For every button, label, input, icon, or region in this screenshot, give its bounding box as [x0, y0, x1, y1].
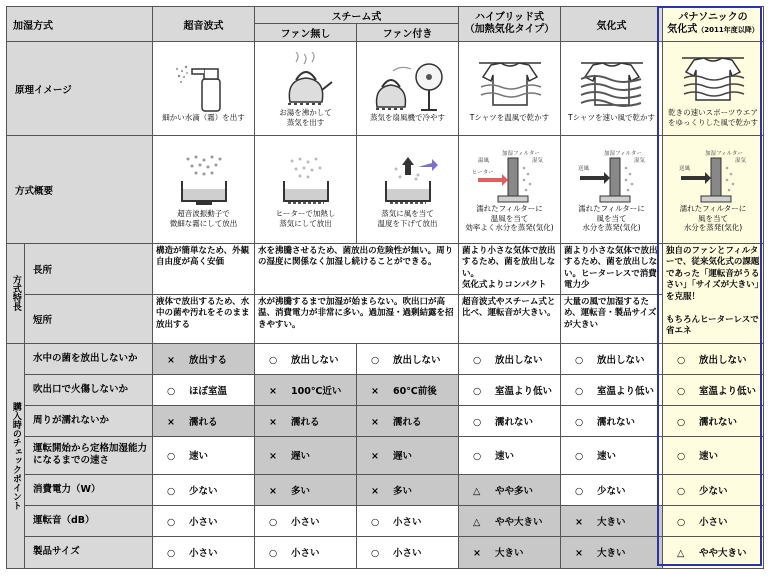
evaluation-text: 室温より低い: [699, 385, 757, 397]
evaluation-mark: ×: [371, 485, 379, 497]
evaluation-text: 放出しない: [597, 354, 645, 366]
demerit-label: 短所: [25, 294, 153, 343]
checkpoint-row: [7, 405, 764, 436]
checkpoint-cell: [459, 536, 561, 568]
demerit-steam: 水が沸騰するまで加湿が始まらない。吹出口が高温、消費電力が非常に多い。過加湿・過剰結露を招きやすい。: [255, 294, 459, 343]
overview-caption-hybrid: 濡れたフィルターに 温風を当て 効率よく水分を蒸発(気化): [465, 204, 554, 233]
evaluation-text: 室温より低い: [597, 385, 655, 397]
evaluation-mark: ○: [167, 516, 176, 528]
evaluation-text: 少ない: [597, 485, 626, 497]
evaluation-text: やや多い: [495, 485, 534, 497]
evaluation-mark: ○: [269, 548, 278, 560]
checkpoint-label: 吹出口で火傷しないか: [25, 374, 153, 405]
checkpoint-cell: [561, 505, 663, 536]
principle-panasonic: [663, 42, 764, 136]
evaluation-mark: △: [473, 485, 481, 497]
evaluation-mark: ○: [677, 354, 686, 366]
checkpoint-cell: [459, 505, 561, 536]
checkpoint-cell: [561, 474, 663, 505]
evaluation-mark: ○: [473, 385, 482, 397]
evaluation-mark: ×: [473, 548, 481, 560]
steam-diagram-icon: [276, 153, 336, 209]
merit-vaporize: 菌より小さな気体で放出するため、菌を放出しない。ヒーターレスで消費電力少: [561, 244, 663, 295]
evaluation-text: 放出しない: [393, 354, 441, 366]
evaluation-mark: ○: [371, 516, 380, 528]
hybrid-humid-label: 湿気: [531, 158, 543, 165]
evaluation-mark: ○: [167, 548, 176, 560]
checkpoint-cell: [255, 505, 357, 536]
evaluation-mark: ○: [269, 516, 278, 528]
checkpoint-cell: [459, 474, 561, 505]
checkpoint-cell: [255, 405, 357, 436]
principle-caption-vaporize: Tシャツを速い風で乾かす: [568, 112, 655, 122]
evaluation-text: 濡れない: [597, 416, 636, 428]
evaluation-text: 遅い: [291, 451, 311, 463]
evaluation-mark: ×: [269, 451, 277, 463]
checkpoint-cell: [663, 505, 764, 536]
kettle-fan-icon: [371, 57, 445, 113]
principle-caption-hybrid: Tシャツを温風で乾かす: [469, 112, 550, 122]
overview-hybrid: [459, 136, 561, 244]
merit-panasonic: 独自のファンとフィルターで、従来気化式の課題であった「運転音がうるさい」「サイズが大きい」を克服！ もちろんヒーターレスで省エネ: [663, 244, 764, 344]
vaporize-filter-label: 加湿フィルター: [603, 151, 642, 158]
checkpoint-cell: [663, 474, 764, 505]
panasonic-humid-label: 湿気: [735, 158, 747, 165]
evaluation-text: 小さい: [393, 516, 422, 528]
evaluation-mark: △: [677, 548, 685, 560]
principle-steam-nofan: [255, 42, 357, 136]
evaluation-text: 小さい: [393, 548, 422, 560]
spray-bottle-icon: [174, 57, 234, 113]
evaluation-mark: ○: [575, 385, 584, 397]
overview-steam-nofan: [255, 136, 357, 244]
evaluation-text: 濡れる: [189, 416, 218, 428]
evaluation-text: ほぼ室温: [189, 385, 228, 397]
checkpoint-row: [7, 474, 764, 505]
checkpoints-side-label: [7, 343, 25, 568]
checkpoint-row: [7, 374, 764, 405]
sportswear-gentle-air-icon: [680, 52, 746, 108]
evaluation-text: 室温より低い: [495, 385, 553, 397]
evaluation-mark: ○: [677, 485, 686, 497]
tshirt-warm-air-icon: [477, 57, 543, 113]
header-steam-fan: ファン付き: [357, 24, 459, 42]
checkpoint-cell: [255, 343, 357, 374]
header-ultrasonic: 超音波式: [153, 7, 255, 42]
vaporize-filter-diagram-icon: [574, 148, 650, 204]
kettle-icon: [276, 52, 336, 108]
evaluation-mark: ○: [473, 416, 482, 428]
evaluation-mark: ×: [371, 451, 379, 463]
vaporize-blow-label: 送風: [577, 166, 589, 173]
checkpoint-cell: [153, 405, 255, 436]
evaluation-mark: ○: [167, 451, 176, 463]
evaluation-text: 濡れない: [699, 416, 738, 428]
checkpoint-cell: [663, 374, 764, 405]
features-side-text: 方式特長: [10, 275, 21, 312]
header-panasonic: [663, 7, 764, 42]
overview-panasonic: [663, 136, 764, 244]
principle-hybrid: [459, 42, 561, 136]
evaluation-text: 大きい: [597, 548, 626, 560]
evaluation-mark: ×: [269, 385, 277, 397]
evaluation-text: 少ない: [189, 485, 218, 497]
evaluation-text: 小さい: [189, 548, 218, 560]
checkpoint-cell: [459, 405, 561, 436]
overview-steam-fan: [357, 136, 459, 244]
checkpoint-cell: [663, 536, 764, 568]
evaluation-mark: ○: [575, 485, 584, 497]
checkpoint-cell: [255, 536, 357, 568]
header-method: 加湿方式: [7, 7, 153, 42]
humidifier-comparison-table: [6, 6, 764, 569]
evaluation-mark: ○: [167, 385, 176, 397]
checkpoint-row: [7, 536, 764, 568]
evaluation-text: 小さい: [291, 516, 320, 528]
header-hybrid-line2: （加熱気化タイプ）: [464, 24, 555, 35]
checkpoint-cell: [561, 405, 663, 436]
header-steam: スチーム式: [255, 7, 459, 24]
tshirt-fast-air-icon: [579, 57, 645, 113]
checkpoint-label: 運転音（dB）: [25, 505, 153, 536]
principle-label: 原理イメージ: [7, 42, 153, 136]
evaluation-text: 速い: [495, 451, 515, 463]
evaluation-mark: ×: [269, 485, 277, 497]
evaluation-text: 多い: [393, 485, 413, 497]
header-vaporize: 気化式: [561, 7, 663, 42]
principle-vaporize: [561, 42, 663, 136]
evaluation-text: 小さい: [189, 516, 218, 528]
checkpoint-cell: [561, 436, 663, 474]
evaluation-mark: ○: [575, 416, 584, 428]
checkpoint-label: 製品サイズ: [25, 536, 153, 568]
evaluation-mark: △: [473, 516, 481, 528]
principle-caption-steam-nofan: お湯を沸かして 蒸気を出す: [279, 108, 332, 127]
principle-steam-fan: [357, 42, 459, 136]
evaluation-mark: ○: [167, 485, 176, 497]
overview-caption-vaporize: 濡れたフィルターに 風を当て 水分を蒸発(気化): [578, 204, 645, 233]
checkpoint-cell: [255, 474, 357, 505]
header-hybrid-line1: ハイブリッド式: [475, 11, 544, 23]
checkpoint-cell: [255, 436, 357, 474]
hybrid-filter-diagram-icon: [472, 148, 548, 204]
checkpoint-label: 運転開始から定格加湿能力になるまでの速さ: [25, 436, 153, 474]
demerit-hybrid: 超音波式やスチーム式と比べ、運転音が大きい。: [459, 294, 561, 343]
evaluation-text: 放出しない: [291, 354, 339, 366]
evaluation-text: やや大きい: [495, 516, 543, 528]
merit-ultrasonic: 構造が簡単なため、外観自由度が高く安価: [153, 244, 255, 295]
evaluation-mark: ○: [677, 416, 686, 428]
evaluation-mark: ×: [575, 548, 583, 560]
evaluation-text: 小さい: [291, 548, 320, 560]
evaluation-text: 100℃近い: [291, 385, 342, 397]
evaluation-mark: ○: [677, 516, 686, 528]
hybrid-filter-label: 加湿フィルター: [501, 151, 540, 158]
overview-ultrasonic: [153, 136, 255, 244]
checkpoint-cell: [663, 436, 764, 474]
evaluation-mark: ×: [371, 416, 379, 428]
checkpoint-cell: [357, 474, 459, 505]
checkpoints-side-text: 購入時のチェックポイント: [10, 401, 21, 510]
principle-caption-ultrasonic: 細かい水滴（霧）を出す: [162, 112, 245, 122]
checkpoint-cell: [153, 505, 255, 536]
overview-caption-steam-fan: 蒸気に風を当て 温度を下げて放出: [377, 209, 438, 228]
checkpoint-cell: [663, 405, 764, 436]
evaluation-mark: ○: [269, 354, 278, 366]
checkpoint-label: 周りが濡れないか: [25, 405, 153, 436]
principle-caption-steam-fan: 蒸気を扇風機で冷やす: [370, 112, 445, 122]
evaluation-text: 放出する: [189, 354, 228, 366]
principle-caption-panasonic: 乾きの速いスポーツウエア をゆっくりした風で乾かす: [668, 108, 758, 127]
evaluation-text: やや大きい: [699, 548, 747, 560]
evaluation-text: 速い: [189, 451, 209, 463]
checkpoint-cell: [459, 436, 561, 474]
hybrid-heater-label: ヒーター: [471, 170, 494, 177]
evaluation-text: 放出しない: [495, 354, 543, 366]
steam-fan-diagram-icon: [378, 153, 438, 209]
checkpoint-cell: [357, 536, 459, 568]
header-panasonic-note: （2011年度以降）: [697, 26, 759, 34]
checkpoint-cell: [561, 343, 663, 374]
checkpoint-cell: [357, 343, 459, 374]
evaluation-text: 遅い: [393, 451, 413, 463]
evaluation-mark: ○: [371, 354, 380, 366]
checkpoint-cell: [153, 343, 255, 374]
vaporize-humid-label: 湿気: [633, 158, 645, 165]
overview-caption-panasonic: 濡れたフィルターに 風を当て 水分を蒸発(気化): [679, 204, 747, 233]
overview-caption-steam-nofan: ヒーターで加熱し 蒸気にして放出: [275, 209, 336, 228]
evaluation-text: 速い: [597, 451, 617, 463]
checkpoint-cell: [561, 374, 663, 405]
panasonic-blow-label: 送風: [679, 166, 691, 173]
checkpoint-row: [7, 505, 764, 536]
checkpoint-cell: [663, 343, 764, 374]
checkpoint-cell: [459, 374, 561, 405]
checkpoint-cell: [153, 474, 255, 505]
evaluation-text: 濡れる: [393, 416, 422, 428]
evaluation-mark: ○: [473, 451, 482, 463]
evaluation-mark: ×: [167, 354, 175, 366]
evaluation-mark: ○: [677, 385, 686, 397]
evaluation-mark: ○: [575, 354, 584, 366]
checkpoint-row: [7, 436, 764, 474]
header-hybrid: [459, 7, 561, 42]
checkpoint-cell: [459, 343, 561, 374]
demerit-ultrasonic: 液体で放出するため、水中の菌や汚れをそのまま放出する: [153, 294, 255, 343]
merit-steam: 水を沸騰させるため、菌放出の危険性が無い。周りの湿度に関係なく加湿し続けることができる。: [255, 244, 459, 295]
checkpoint-cell: [255, 374, 357, 405]
evaluation-text: 大きい: [597, 516, 626, 528]
overview-caption-ultrasonic: 超音波振動子で 微細な霧にして放出: [169, 209, 238, 228]
evaluation-mark: ○: [371, 548, 380, 560]
header-steam-nofan: ファン無し: [255, 24, 357, 42]
checkpoint-label: 水中の菌を放出しないか: [25, 343, 153, 374]
evaluation-mark: ×: [371, 385, 379, 397]
header-panasonic-line1: パナソニックの: [678, 12, 748, 23]
evaluation-text: 少ない: [699, 485, 728, 497]
evaluation-text: 放出しない: [699, 354, 747, 366]
checkpoint-label: 消費電力（W）: [25, 474, 153, 505]
evaluation-text: 濡れない: [495, 416, 534, 428]
evaluation-mark: ○: [575, 451, 584, 463]
evaluation-mark: ×: [167, 416, 175, 428]
merit-label: 長所: [25, 244, 153, 295]
checkpoint-cell: [357, 405, 459, 436]
evaluation-mark: ○: [473, 354, 482, 366]
overview-label: 方式概要: [7, 136, 153, 244]
evaluation-text: 大きい: [495, 548, 524, 560]
merit-hybrid: 菌より小さな気体で放出するため、菌を放出しない。 気化式よりコンパクト: [459, 244, 561, 295]
principle-ultrasonic: [153, 42, 255, 136]
header-panasonic-line2: 気化式: [667, 24, 698, 35]
checkpoint-cell: [153, 374, 255, 405]
checkpoint-cell: [153, 536, 255, 568]
checkpoint-cell: [153, 436, 255, 474]
panasonic-filter-label: 加湿フィルター: [705, 151, 743, 158]
hybrid-warm-air-label: 温風: [477, 158, 489, 165]
evaluation-text: 速い: [699, 451, 719, 463]
evaluation-text: 濡れる: [291, 416, 320, 428]
evaluation-text: 小さい: [699, 516, 728, 528]
evaluation-mark: ○: [677, 451, 686, 463]
checkpoint-cell: [357, 505, 459, 536]
panasonic-filter-diagram-icon: [675, 148, 751, 204]
checkpoint-cell: [357, 436, 459, 474]
checkpoint-cell: [357, 374, 459, 405]
checkpoint-row: [7, 343, 764, 374]
demerit-vaporize: 大量の風で加湿するため、運転音・製品サイズが大きい: [561, 294, 663, 343]
evaluation-text: 60℃前後: [393, 385, 437, 397]
ultrasonic-diagram-icon: [174, 153, 234, 209]
checkpoint-cell: [561, 536, 663, 568]
features-side-label: [7, 244, 25, 344]
overview-vaporize: [561, 136, 663, 244]
evaluation-mark: ×: [575, 516, 583, 528]
evaluation-mark: ×: [269, 416, 277, 428]
checkpoints-body: [7, 343, 764, 568]
evaluation-text: 多い: [291, 485, 311, 497]
